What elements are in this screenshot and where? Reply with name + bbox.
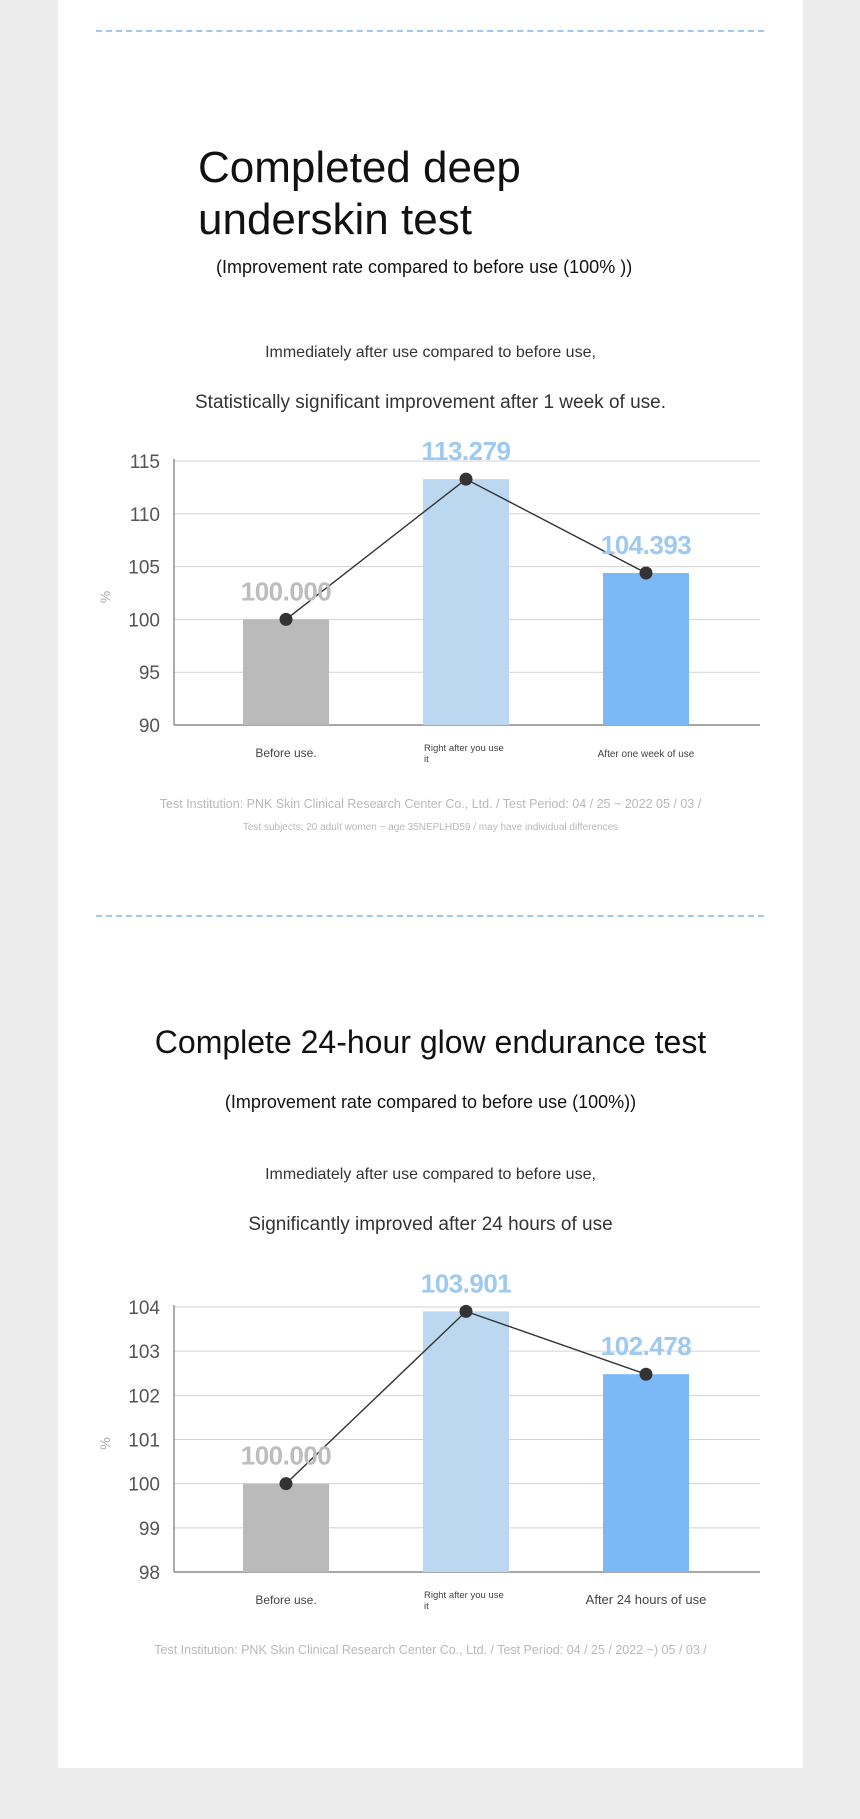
data-point [280,613,293,626]
bar [603,573,689,725]
chart-glow-endurance [58,1265,803,1617]
y-tick-label: 99 [138,1518,160,1540]
bar [243,619,329,725]
section1-summary: Statistically significant improvement after 1 week of use. [195,392,666,413]
x-tick-label: Before use. [255,746,317,760]
x-tick-label: it [424,754,429,765]
x-tick-label: Right after you use [424,1590,504,1601]
bar [423,479,509,725]
section1-footnote: Test Institution: PNK Skin Clinical Research Center Co., Ltd. / Test Period: 04 / 25 ~ 2022 05 / 03 / [159,797,702,811]
y-tick-label: 115 [129,452,160,473]
bar [243,1484,329,1572]
data-point [280,1477,293,1490]
y-tick-label: 103 [128,1342,160,1364]
section2-parenthetical: (Improvement rate compared to before use (100%)) [224,1092,637,1112]
y-tick-label: 110 [129,504,160,526]
chart-svg [58,1265,803,1617]
section1-parenthetical: (Improvement rate compared to before use (100% )) [216,257,633,277]
x-tick-label: Right after you use [424,743,504,754]
section1-lead: Immediately after use compared to before use, [265,344,596,361]
middle-divider [96,915,764,917]
data-label: 104.393 [600,530,692,561]
section2-lead: Immediately after use compared to before use, [265,1166,596,1183]
chart-svg [58,440,803,770]
data-label: 100.000 [240,576,332,607]
page-panel [58,0,803,1768]
data-label: 113.279 [421,440,511,467]
y-axis-label: % [97,590,113,604]
top-divider [96,30,764,32]
y-axis-label: % [97,1437,113,1450]
data-point [460,1305,473,1318]
chart-deep-underskin [58,440,803,770]
x-tick-label: it [424,1601,429,1612]
y-tick-label: 95 [138,663,160,685]
data-label: 100.000 [240,1440,332,1471]
y-tick-label: 98 [138,1563,160,1584]
section2-footnote: Test Institution: PNK Skin Clinical Research Center Co., Ltd. / Test Period: 04 / 25 / 2022 ~) 05 / 03 / [154,1643,707,1657]
section1-title: Completed deep underskin test [198,143,521,244]
x-tick-label: Before use. [255,1593,317,1607]
section2-title: Complete 24-hour glow endurance test [154,1024,707,1060]
y-tick-label: 100 [128,1474,160,1496]
y-tick-label: 101 [128,1430,160,1452]
bar [603,1374,689,1572]
section1-footnote-subjects: Test subjects: 20 adult women ~ age 35NEPLHD59 / may have individual differences [242,822,619,833]
data-point [460,473,473,486]
y-tick-label: 102 [128,1386,160,1408]
y-tick-label: 90 [138,716,160,737]
data-point [640,567,653,580]
x-tick-label: After 24 hours of use [585,1592,707,1607]
data-point [640,1368,653,1381]
y-tick-label: 100 [128,610,160,632]
section2-summary: Significantly improved after 24 hours of use [248,1214,613,1235]
y-tick-label: 104 [128,1298,160,1319]
x-tick-label: After one week of use [597,749,695,760]
bar [423,1311,509,1572]
data-label: 103.901 [420,1268,512,1299]
y-tick-label: 105 [128,557,160,579]
data-label: 102.478 [600,1331,692,1362]
